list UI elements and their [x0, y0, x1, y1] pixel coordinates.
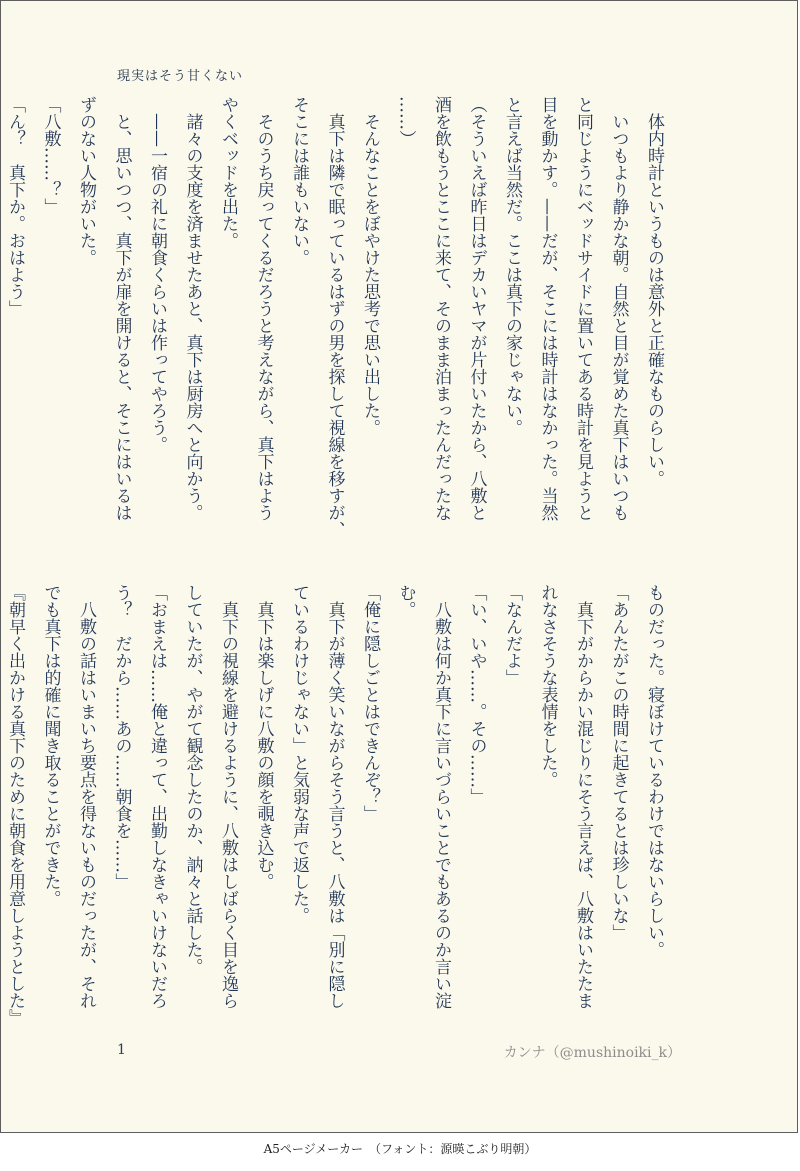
text-line: していたが、やがて観念したのか、訥々と話した。 [182, 584, 203, 975]
body-text-lower [0, 584, 671, 1044]
text-line: ているわけじゃない」と気弱な声で返した。 [289, 584, 309, 924]
text-line: やくベッドを出た。 [218, 96, 238, 249]
text-line: 「俺に隠しごとはできんぞ？」 [360, 584, 380, 822]
text-line: 「なんだよ」 [502, 584, 522, 686]
text-line: 「い、いや……。その……」 [466, 584, 487, 805]
text-line: （そういえば昨日はデカいヤマが片付いたから、八敷と [466, 96, 487, 521]
text-line: そこには誰もいない。 [289, 96, 309, 266]
text-line: 諸々の支度を済ませたあと、真下は厨房へと向かう。 [182, 96, 203, 521]
text-line: ものだった。寝ぼけているわけではないらしい。 [644, 584, 664, 958]
text-line: 真下が薄く笑いながらそう言うと、八敷は「別に隠し [324, 584, 345, 1009]
page-number: 1 [117, 1042, 126, 1058]
text-line: 真下は楽しげに八敷の顔を覗き込む。 [253, 584, 274, 890]
text-line: 酒を飲もうとここに来て、そのまま泊まったんだったな [431, 96, 451, 521]
text-line: 「あんたがこの時間に起きてるとは珍しいな」 [608, 584, 629, 941]
running-title: 現実はそう甘くない [117, 69, 244, 84]
text-line: 「八敷……？」 [40, 96, 61, 215]
text-line: でも真下は的確に聞き取ることができた。 [40, 584, 61, 907]
text-line: 八敷の話はいまいち要点を得ないものだったが、それ [76, 584, 96, 1009]
text-line: 真下の視線を避けるように、八敷はしばらく目を逸ら [218, 584, 238, 1009]
text-line: 真下がからかい混じりにそう言えば、八敷はいたたま [573, 584, 593, 1009]
text-line: う？ だから……あの……朝食を……」 [111, 584, 132, 890]
text-line: 目を動かす。——だが、そこには時計はなかった。当然 [537, 96, 558, 521]
text-line: 「ん？ 真下か。おはよう」 [5, 96, 25, 317]
text-line: と言えば当然だ。ここは真下の家じゃない。 [502, 96, 522, 436]
text-line: そのうち戻ってくるだろうと考えながら、真下はよう [253, 96, 274, 521]
text-line: れなさそうな表情をした。 [537, 584, 558, 788]
text-line: と、思いつつ、真下が扉を開けると、そこにはいるは [111, 96, 132, 521]
text-line: 八敷は何か真下に言いづらいことでもあるのか言い淀 [431, 584, 451, 1009]
text-line: そんなことをぼやけた思考で思い出した。 [360, 96, 380, 436]
text-line: 真下は隣で眠っているはずの男を探して視線を移すが、 [324, 96, 345, 538]
generator-note: A5ページメーカー （フォント：源暎こぶり明朝） [263, 1142, 537, 1156]
text-line: ずのない人物がいた。 [76, 96, 96, 266]
text-line: 「おまえは……俺と違って、出勤しなきゃいけないだろ [147, 584, 167, 1009]
text-line: む。 [395, 584, 416, 618]
text-line: ……） [395, 96, 416, 147]
text-line: 体内時計というものは意外と正確なものらしい。 [644, 96, 664, 487]
author-credit: カンナ（@mushinoiki_k） [503, 1045, 681, 1061]
text-line: ——一宿の礼に朝食くらいは作ってやろう。 [147, 96, 167, 453]
text-line: いつもより静かな朝。自然と目が覚めた真下はいつも [608, 96, 629, 521]
text-line: と同じようにベッドサイドに置いてある時計を見ようと [573, 96, 593, 521]
body-text-upper [0, 96, 671, 556]
text-line: 『朝早く出かける真下のために朝食を用意しようとした』 [5, 584, 25, 1026]
